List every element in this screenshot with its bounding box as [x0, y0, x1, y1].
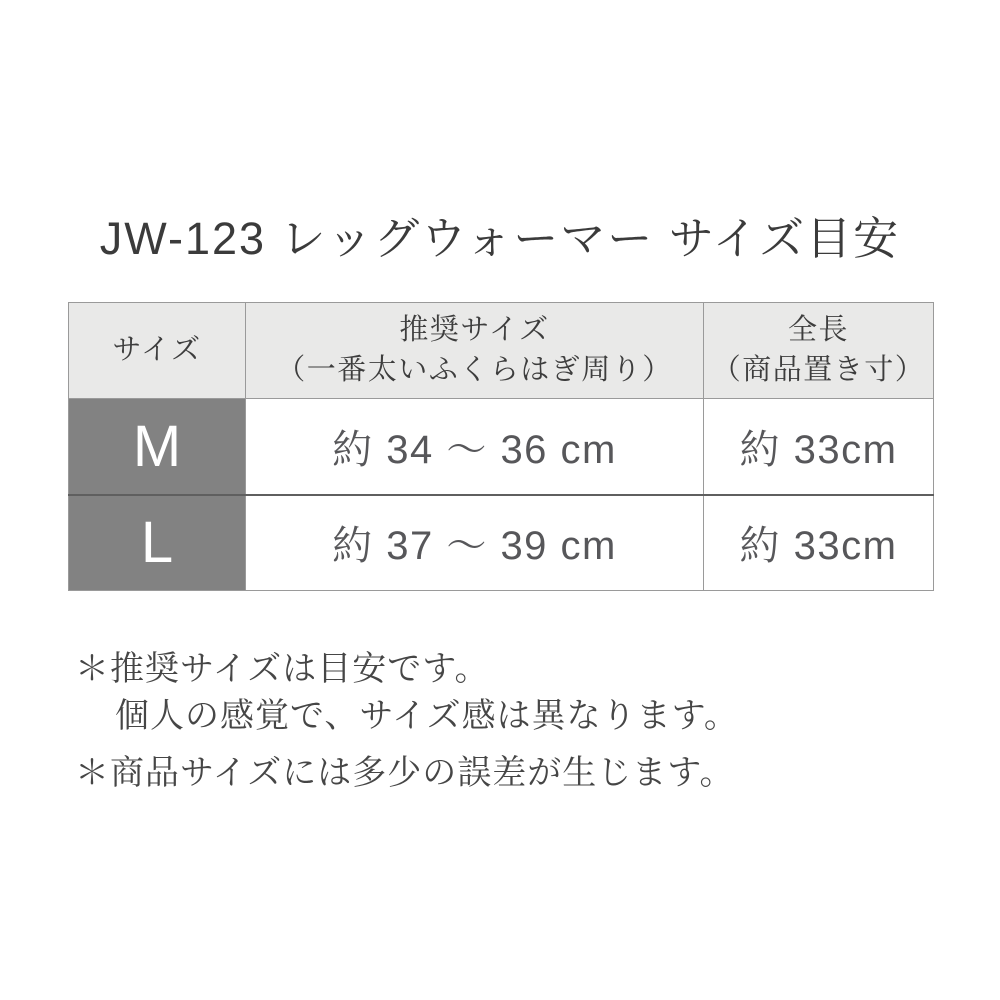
header-recommended-line1: 推奨サイズ — [399, 314, 550, 347]
size-label-l: L — [69, 495, 246, 591]
header-total-length — [704, 303, 934, 399]
recommended-value-l: 約 37 ～ 39 cm — [246, 495, 704, 591]
recommended-value-m: 約 34 ～ 36 cm — [246, 399, 704, 495]
footnotes — [75, 646, 739, 797]
header-size: サイズ — [69, 303, 246, 399]
table-row-l — [69, 495, 934, 591]
header-row — [69, 303, 934, 399]
note-line: ＊推奨サイズは目安です。 — [75, 650, 490, 688]
table-row-m — [69, 399, 934, 495]
length-value-l: 約 33cm — [704, 495, 934, 591]
length-value-m: 約 33cm — [704, 399, 934, 495]
size-label-m: M — [69, 399, 246, 495]
note-product-size — [75, 750, 739, 797]
page-title: JW-123 レッグウォーマー サイズ目安 — [99, 213, 901, 264]
header-length-line1: 全長 — [787, 314, 849, 347]
size-table — [68, 302, 934, 591]
note-line: ＊商品サイズには多少の誤差が生じます。 — [75, 754, 735, 792]
note-line: 個人の感覚で、サイズ感は異なります。 — [115, 697, 739, 735]
header-recommended-size — [246, 303, 704, 399]
note-recommended-size — [75, 646, 739, 740]
header-length-line2: （商品置き寸） — [711, 353, 926, 386]
header-recommended-line2: （一番太いふくらはぎ周り） — [276, 353, 673, 386]
